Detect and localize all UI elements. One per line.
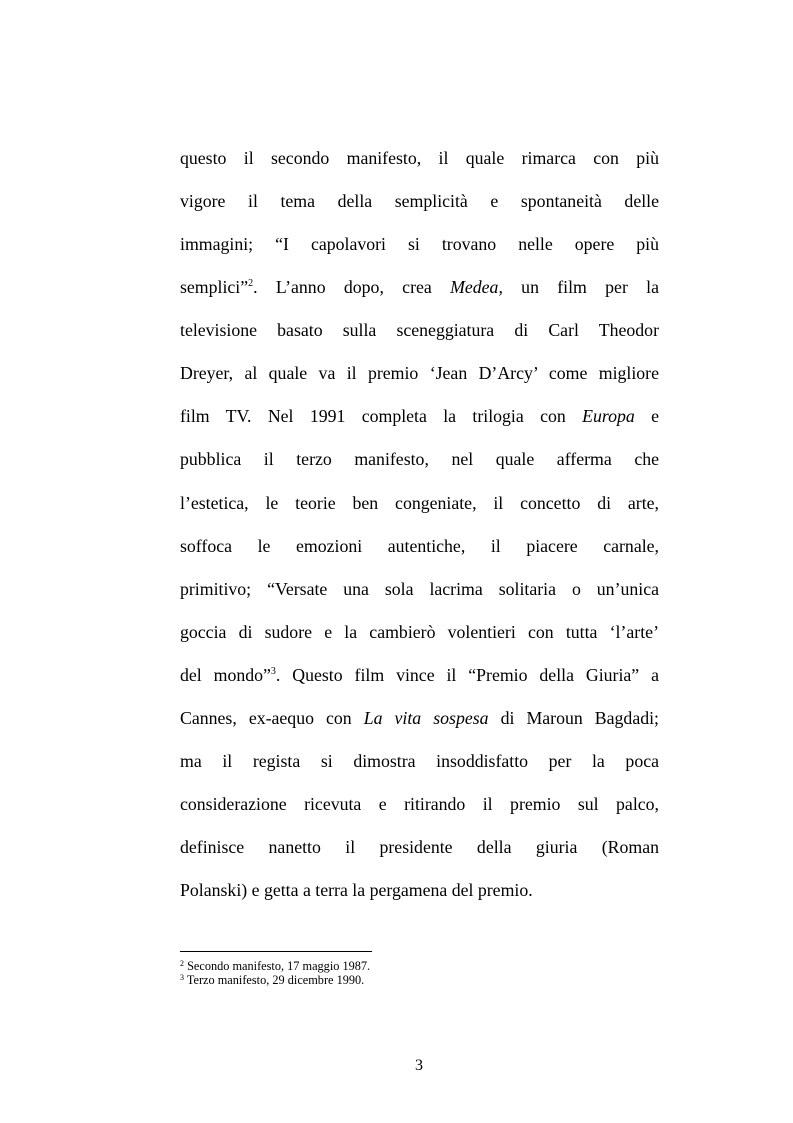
text-line [180,266,659,309]
text-line [180,223,659,266]
text-run: . Questo film vince il “Premio della Giuria” a [275,664,659,685]
text-run: primitivo; “Versate una sola lacrima solitaria o un’unica [180,578,659,599]
text-line [180,869,659,912]
text-line [180,654,659,697]
text-run: considerazione ricevuta e ritirando il premio sul palco, [180,793,659,814]
text-run: vigore il tema della semplicità e spontaneità delle [180,191,659,212]
text-run: del mondo” [180,664,271,685]
italic-title: Medea, [450,277,503,298]
text-run: Dreyer, al quale va il premio ‘Jean D’Arcy’ come migliore [180,363,659,384]
text-run: di Maroun Bagdadi; [488,707,659,728]
text-line [180,309,659,352]
text-line [180,611,659,654]
italic-title: La vita sospesa [363,707,489,728]
text-run: questo il secondo manifesto, il quale rimarca con più [180,148,659,168]
text-line [180,826,659,869]
text-run: un film per la [502,277,659,298]
text-line [180,740,659,783]
footnote-text: Terzo manifesto, 29 dicembre 1990. [184,973,365,987]
text-run: l’estetica, le teorie ben congeniate, il concetto di arte, [180,492,659,513]
text-run: . L’anno dopo, crea [253,277,451,298]
text-run: ma il regista si dimostra insoddisfatto per la poca [180,750,659,771]
footnote-text: Secondo manifesto, 17 maggio 1987. [184,959,371,973]
text-line [180,482,659,525]
footnote-mark: 2 [180,959,184,968]
text-line [180,697,659,740]
footnote-mark: 3 [180,973,184,982]
text-line [180,180,659,223]
footnotes [180,959,580,987]
text-run: definisce nanetto il presidente della giuria (Roman [180,837,659,857]
footnote [180,959,580,973]
text-run: semplici” [180,277,249,298]
text-line [180,395,659,438]
text-run: e [634,406,659,427]
footnote-separator [180,951,372,952]
text-line [180,568,659,611]
text-run: pubblica il terzo manifesto, nel quale afferma che [180,449,659,470]
page-number: 3 [415,1057,423,1074]
text-run: soffoca le emozioni autentiche, il piacere carnale, [180,535,659,556]
body-text [180,137,659,912]
footnote [180,973,580,987]
text-run: immagini; “I capolavori si trovano nelle opere più [180,234,659,255]
footnote-reference: 3 [270,665,276,677]
text-line [180,525,659,568]
text-line [180,438,659,481]
footnote-reference: 2 [248,278,254,290]
italic-title: Europa [582,406,635,427]
text-line [180,783,659,826]
text-line [180,352,659,395]
text-run: Cannes, ex-aequo con [180,707,364,728]
text-run: televisione basato sulla sceneggiatura di Carl Theodor [180,320,659,341]
text-run: goccia di sudore e la cambierò volentieri con tutta ‘l’arte’ [180,621,659,642]
text-line [180,137,659,180]
text-run: Polanski) e getta a terra la pergamena del premio. [180,880,533,901]
text-run: film TV. Nel 1991 completa la trilogia con [180,406,583,427]
